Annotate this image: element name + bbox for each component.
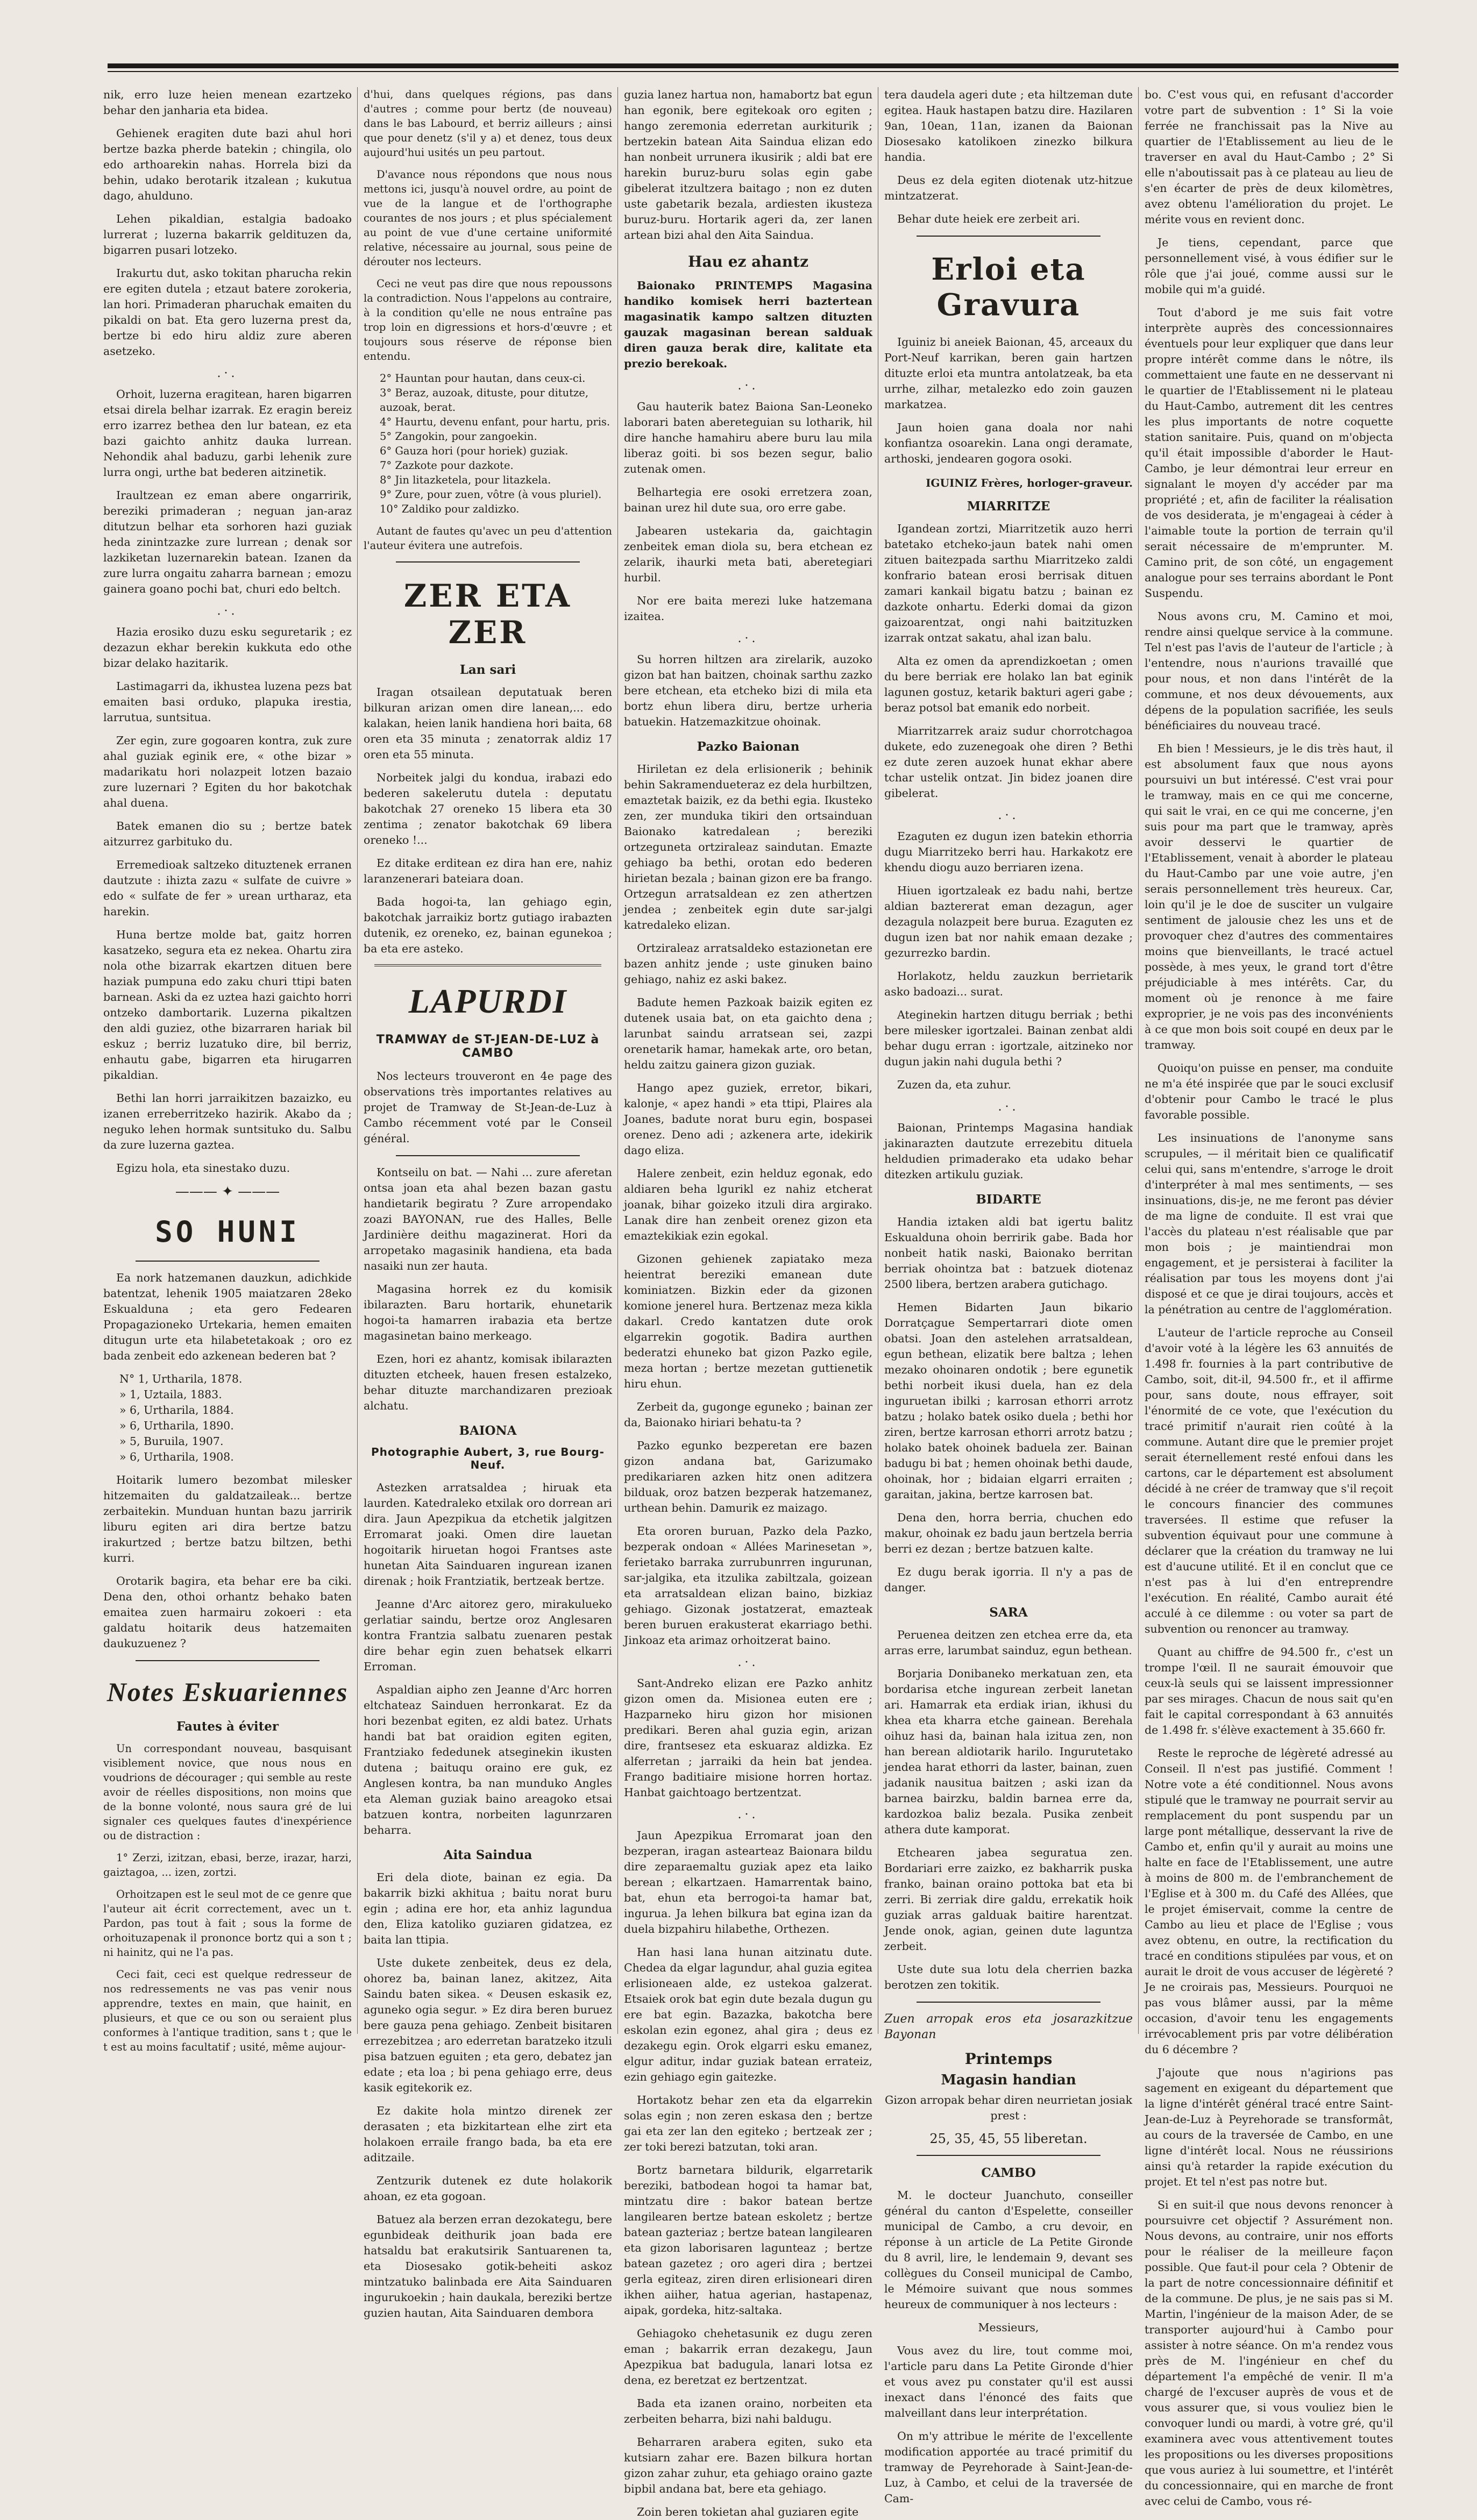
paragraph: Handia iztaken aldi bat igertu balitz Eskualduna ohoin berririk gabe. Bada hor nonbeit hatik naski, Baionako berritan berriak ohointza bat : batzuek diotenaz 2500 libera, bertzen arabera gutichago. xyxy=(884,1215,1133,1291)
advert-paragraph: Gizon arropak behar diren neurrietan josiak prest : xyxy=(885,2094,1132,2122)
advert-paragraph: Jaun hoien gana doala nor nahi konfiantza osoarekin. Lana ongi deramate, arthoski, jendearen gogora osoki. xyxy=(884,421,1133,465)
paragraph: Magasina horrek ez du komisik ibilarazten. Baru hortarik, ehunetarik hogoi-ta hamarren irabazia eta bertze magasinetan baino merkeago. xyxy=(364,1283,612,1342)
paragraph: Ateginekin hartzen ditugu berriak ; bethi bere milesker igortzalei. Bainan zenbat aldi behar dugu erran : igortzale, aitzineko nor dugun jakin nahi dugula bethi ? xyxy=(884,1008,1133,1068)
section-subheading: SARA xyxy=(989,1605,1028,1620)
paragraph: Bada hogoi-ta, lan gehiago egin, bakotchak jarraikiz bortz gutiago irabazten dutenik, ez oreneko, ez, bainan egunekoa ; ba eta ere asteko. xyxy=(364,895,612,955)
section-rule xyxy=(396,561,580,563)
list-item: 3° Beraz, auzoak, dituste, pour ditutze, auzoak, berat. xyxy=(380,387,589,414)
paragraph: Eta ororen buruan, Pazko dela Pazko, bezperak ondoan « Allées Marinesetan », ferietako barraka zurrubunrren ingurunan, sar-jalgika, eta itzulika zabiltzala, goizean eta arratsaldean elizan baino, bizkiaz gehiago. Gizonak jostatzerat, emazteak beren buruen erakusterat ekarriago bethi. Jinkoaz eta arimaz orhoitzerat baino. xyxy=(624,1525,872,1647)
paragraph: Batuez ala berzen erran dezokategu, bere egunbideak deithurik joan bada ere hatsaldu bat erakutsirik Santuarenen ta, eta Diosesako gotik-beheiti askoz mintzatuko balinbada ere Aita Sainduaren ingurukoekin ; hain daukala, bereziki bertze guzien hautan, Aita Sainduaren dembora xyxy=(364,2213,612,2319)
paragraph: Erremedioak saltzeko dituztenek erranen dautzute : ihizta zazu « sulfate de cuivre » edo « sulfate de fer » urean urtharaz, eta harekin. xyxy=(103,858,352,918)
paragraph: Sant-Andreko elizan ere Pazko anhitz gizon omen da. Misionea euten ere ; Hazparneko hiru gizon hor misionen predikari. Beren ahal guzia egin, arizan dire, frantsesez eta eskuaraz aldizka. Ez alferretan ; jarraiki da hein bat jendea. Frango baditiaire misione horren hortaz. Hanbat gaichtoago bertzentzat. xyxy=(624,1677,872,1799)
column-separator xyxy=(357,87,358,2034)
paragraph: Ezen, hori ez ahantz, komisak ibilarazten dituzten etcheek, hauen fresen estalzeko, behar dituzte marchandizaren prezioak alchatu. xyxy=(364,1352,612,1412)
paragraph: Ez dugu berak igorria. Il n'y a pas de danger. xyxy=(884,1565,1133,1594)
paragraph: Zer egin, zure gogoaren kontra, zuk zure ahal guziak eginik ere, « othe bizar » madarikatu hori nolazpeit lotzen bazaio zure luzernari ? Egiten du hor bakotchak ahal duena. xyxy=(103,734,352,809)
section-subheading: Hau ez ahantz xyxy=(688,253,808,270)
paragraph: Astezken arratsaldea ; hiruak eta laurden. Katedraleko etxilak oro dorrean ari dira. Jaun Apezpikua da etchetik jalgitzen Erromarat joaki. Omen dire lauetan hogoitarik hiruetan hogoi Frantses aste hunetan Aita Sainduaren ingurean izanen direnak ; hoik Frantziatik, bertzeak bertze. xyxy=(364,1481,612,1588)
paragraph: Su horren hiltzen ara zirelarik, auzoko gizon bat han baitzen, choinak sarthu zazko bere etchean, eta etcheko bizi di mila eta bortz ehun libera diru, bertze urheria batuekin. Hatzemazkitzue ohoinak. xyxy=(624,653,872,728)
section-heading-lapurdi: LAPURDI xyxy=(408,982,567,1020)
paragraph: Ea nork hatzemanen dauzkun, adichkide batentzat, lehenik 1905 maiatzaren 28eko Eskualduna ; eta gero Fedearen Propagazioneko Urtekaria, hemen emaiten ditugun urte eta hilabetetakoak ; oro ez bada zenbeit edo azkenean bederen bat ? xyxy=(103,1271,352,1362)
paragraph: Egizu hola, eta sinestako duzu. xyxy=(116,1162,290,1174)
section-heading-so-huni: SO HUNI xyxy=(155,1215,300,1249)
paragraph: Hiriletan ez dela erlisionerik ; behinik behin Sakramendueteraz ez dela hurbiltzen, emaztetak baizik, ez da bethi egia. Ikusteko zen, zer munduka tikiri den ortsainduan Baionako katredalean ; bereziki ortzeguneta ortziraleaz saindutan. Emazte gehiago ba bethi, orotan edo bederen hirietan bezala ; bainan gizon ere ba frango. Ortzegun arratsaldean ez zen athertzen jendea ; zenbeitek egin dute sar-jalgi katredaleko elizan. xyxy=(624,763,872,931)
paragraph: Nos lecteurs trouveront en 4e page des observations très importantes relatives au projet de Tramway de St-Jean-de-Luz à Cambo récemment voté par le Conseil général. xyxy=(364,1070,612,1145)
section-rule xyxy=(917,2002,1100,2003)
section-dots: .·. xyxy=(737,1808,759,1821)
paragraph: Orhoit, luzerna eragitean, haren bigarren etsai direla belhar izarrak. Ez eragin bereiz erro izarrez bethea den lur batean, ez eta bazi gaichto anhitz dauka lurrean. Nehondik ahal baduzu, garbi lehenik zure lurra ongi, urthe bat bederen aitzinetik. xyxy=(103,388,352,479)
paragraph: Zoin beren tokietan ahal guziaren egite xyxy=(637,2505,859,2518)
column-separator xyxy=(617,87,618,2034)
section-subheading: MIARRITZE xyxy=(967,499,1050,514)
list-item: » 1, Uztaila, 1883. xyxy=(119,1388,222,1401)
paragraph: Vous avez du lire, tout comme moi, l'article paru dans La Petite Gironde d'hier et vous avez pu constater qu'il est aussi inexact dans l'énoncé des faits que malveillant dans leur interprétation. xyxy=(884,2344,1133,2419)
list-item: 9° Zure, pour zuen, vôtre (à vous pluriel). xyxy=(380,488,602,501)
advert-paragraph: Baionako PRINTEMPS Magasina handiko komisek herri baztertean magasinatik kampo saltzen dituzten gauzak magasinan berean salduak diren gauza berak dire, kalitate eta prezio berekoak. xyxy=(624,279,872,370)
paragraph: Aspaldian aipho zen Jeanne d'Arc horren eltchateaz Sainduen herronkarat. Ez da hori bezenbat egiten, ez aldi batez. Urhats handi bat bat oraidion egiten egiten, Frantziako fededunek atseginekin ikusten dutena ; baituqu oraino ere guk, ez Anglesen kontra, ba nan munduko Angles eta Aleman guziak baino areagoko etsai batzuen kontra, norbeiten lagunrzaren beharra. xyxy=(364,1683,612,1836)
paragraph: Gehiagoko chehetasunik ez dugu zeren eman ; bakarrik erran dezakegu, Jaun Apezpikua bat badugula, lanari lotsa ez dena, ez beretzat ez bertzentzat. xyxy=(624,2327,872,2387)
section-heading-zer-eta-zer: ZER ETA ZER xyxy=(403,578,572,651)
paragraph: Zentzurik dutenek ez dute holakorik ahoan, ez eta gogoan. xyxy=(364,2174,612,2203)
section-dots: .·. xyxy=(998,809,1019,822)
section-dots: .·. xyxy=(217,604,238,618)
list-item: 10° Zaldiko pour zaldizko. xyxy=(380,503,520,515)
paragraph: Bada eta izanen oraino, norbeiten eta zerbeiten beharra, bizi nahi baldugu. xyxy=(624,2397,872,2425)
section-dots: .·. xyxy=(737,379,759,393)
paragraph: Batek emanen dio su ; bertze batek aitzurrez garbituko du. xyxy=(103,820,352,848)
section-dots: .·. xyxy=(737,1656,759,1669)
list-item: » 6, Urtharila, 1890. xyxy=(119,1419,234,1432)
paragraph: Hemen Bidarten Jaun bikario Dorratçague Sempertarrari diote omen obatsi. Joan den astelehen arratsaldean, egun bethean, elizatik bere baltza ; lehen mezako ohoinaren ondotik ; bere egunetik bethi norbeit ikusi duela, han ez dela inguruetan ibilki ; karrosan ethorri arrotz batzu ; holako batek osiko duela ; bethi hor ziren, bertze karrosan ethorri arrotz batzu ; holako batek ohoinek baduela zer. Bainan badugu bi bat ; hemen ohoinak bethi daude, ohoinak, hor ; bidaian elgarri erraiten ; garaitan, jakina, bertze karrosen bat. xyxy=(884,1301,1133,1501)
paragraph: Ezaguten ez dugun izen batekin ethorria dugu Miarritzeko berri hau. Harkakotz ere khendu diogu auzo berriaren izena. xyxy=(884,830,1133,874)
column-2 xyxy=(364,87,612,2319)
paragraph: Ez ditake erditean ez dira han ere, nahiz laranzenerari bateiara doan. xyxy=(364,857,612,885)
paragraph: Ceci fait, ceci est quelque redresseur de nos redressements ne vas pas venir nous apprendre, textes en main, que hainit, en plusieurs, et que ce ou son ou seraient plus conformes à l'antique tradition, sans t ; que le t est au moins facultatif ; usité, même aujour- xyxy=(103,1968,352,2053)
paragraph: Bortz barnetara bildurik, elgarretarik bereziki, batbodean hogoi ta hamar bat, mintzatu dire : bakor batean bertze langilearen bertze batean eskoletz ; bertze batean gazteriaz ; bertze batean langilearen eta gizon laborisaren lagunteaz ; bertze batean gazetez ; oro ageri dira ; bertzei gerla egiteaz, ziren diren erlisioneari diren ikhen aiiher, hatua agerian, hastapenaz, aipak, gordeka, hitz-saltaka. xyxy=(624,2163,872,2317)
section-subheading: Fautes à éviter xyxy=(176,1719,279,1734)
section-subheading: Aita Saindua xyxy=(443,1848,532,1862)
column-3 xyxy=(624,87,872,2518)
paragraph: Si en suit-il que nous devons renoncer à poursuivre cet objectif ? Assurément non. Nous devons, au contraire, unir nos efforts pour le réaliser de la meilleure façon possible. Que faut-il pour cela ? Obtenir de la part de notre concessionnaire définitif et de la commune. De plus, je ne sais pas si M. Martin, l'ingénieur de la maison Ader, de se transporter aujourd'hui à Cambo pour assister à notre séance. On m'a rendez vous près de M. l'ingénieur en chef du département l'a empêché de venir. Il m'a chargé de l'excuser auprès de vous et de vous assurer que, si vous vouliez bien le convoquer lundi ou mardi, à votre gré, qu'il examinera avec vous attentivement toutes les propositions ou les diverses propositions que vous auriez à lui soumettre, et l'intérêt du concessionnaire, qui en marche de front avec celui de Cambo, vous ré- xyxy=(1145,2198,1393,2508)
paragraph: Zerbeit da, gugonge eguneko ; bainan zer da, Baionako hiriari behatu-ta ? xyxy=(624,1400,872,1429)
paragraph: Gizonen gehienek zapiatako meza heientrat bereziki emanean dute kominiatzen. Bizkin eder da gizonen komione jenerel hura. Bertzenaz meza kikla dakarl. Credo kantatzen dute orok elgarrekin gogotik. Badira aurthen bederatzi ehuneko bat gizon Pazko egile, meza hortan ; bertze mezetan guttienetik hiru ehun. xyxy=(624,1252,872,1390)
column-1 xyxy=(103,87,352,2053)
paragraph: Tout d'abord je me suis fait votre interprète auprès des concessionnaires éventuels pour leur expliquer que dans leur propre intérêt comme dans le nôtre, ils commettaient une faute en ne desservant ni le quartier de l'Etablissement ni le plateau du Haut-Cambo, autrement dit les centres les plus importants de notre coquette station sanitaire. Puis, quand on m'objecta qu'il était impossible d'aborder le Haut-Cambo, je leur démontrai leur erreur en signalant le moyen d'y accéder par ma propriété ; et, afin de faciliter la réalisation de vos desiderata, je m'engageai à céder à l'aimable toute la portion de terrain qu'il serait nécessaire de m'emprunter. M. Camino prit, de son côté, un engagement analogue pour ses terrains abordant le Pont Suspendu. xyxy=(1145,306,1393,600)
salutation: Messieurs, xyxy=(978,2321,1039,2334)
paragraph: Igandean zortzi, Miarritzetik auzo herri batetako etcheko-jaun batek nahi omen zituen baitezpada sarthu Miarritzeko zaldi konfrario batean erosi berrisak dituen zamari kankail bigatu batzu ; bainan ez dazkote onhartu. Ederki domai da gizon gaizoarentzat, ongi nahi baitzituzken izarrak ontzat sakatu, ahal izan balu. xyxy=(884,522,1133,644)
list-item: » 6, Urtharila, 1884. xyxy=(119,1404,234,1416)
list-item: » 6, Urtharila, 1908. xyxy=(119,1450,234,1463)
column-separator xyxy=(1138,87,1139,2034)
paragraph: Irakurtu dut, asko tokitan pharucha rekin ere egiten dutela ; etzaut batere zorokeria, lan hori. Primaderan pharuchak emaiten du pikaldi on bat. Eta gero luzerna prest da, bertze bi edo hiru aldiz zure aberen asetzeko. xyxy=(103,267,352,358)
paragraph: guzia lanez hartua non, hamabortz bat egun han egonik, bere egitekoak oro egiten ; hango zeremonia ederretan aurkiturik ; bertzekin batean Aita Saindua elizan edo han nonbeit urrunera ikusirik ; aldi bat ere harekin buruz-buru solas egin gabe gibelerat itzultzera baitago ; non ez duten uste gabetarik bezala, ardiesten ikusteza buruz-buru. Hortarik ageri da, zer lanen artean bizi ahal den Aita Saindua. xyxy=(624,88,872,241)
paragraph: Peruenea deitzen zen etchea erre da, eta arras erre, larumbat sainduz, egun bethean. xyxy=(884,1628,1133,1657)
advert-paragraph: Kontseilu on bat. — Nahi ... zure aferetan ontsa joan eta ahal bezen bazan gastu handietarik begiratu ? Zure arropendako zoazi BAYONAN, rue des Halles, Belle Jardinière deithu magazinerat. Hori da arropetako magasinik handiena, eta bada nasaiki nun zer hauta. xyxy=(364,1166,612,1272)
section-heading-notes: Notes Eskuariennes xyxy=(106,1677,349,1707)
section-rule xyxy=(917,2155,1100,2156)
paragraph: Miarritzarrek araiz sudur chorrotchagoa dukete, edo zuzenegoak ohe diren ? Bethi ez dute zeren auzoek hunat ekhar abere tchar ustelik ontzat. Jin bidez joanen dire gibelerat. xyxy=(884,724,1133,800)
paragraph: Dena den, horra berria, chuchen edo makur, ohoinak ez badu jaun bertzela berria berri ez dezan ; bertze batzuen kalte. xyxy=(884,1511,1133,1555)
section-kicker: Photographie Aubert, 3, rue Bourg-Neuf. xyxy=(371,1446,605,1471)
heading-rule xyxy=(136,1261,319,1262)
paragraph: Lastimagarri da, ikhustea luzena pezs bat emaiten basi orduko, plapuka irestia, larrutua, suntsitua. xyxy=(103,680,352,724)
paragraph: Deus ez dela egiten diotenak utz-hitzue mintzatzerat. xyxy=(884,174,1133,202)
paragraph: Ceci ne veut pas dire que nous repoussons la contradiction. Nous l'appelons au contraire, à la condition qu'elle ne nous entraîne pas trop loin en digressions et hors-d'œuvre ; et toujours sous réserve de réponse bien entendu. xyxy=(364,277,612,362)
paragraph: Hazia erosiko duzu esku seguretarik ; ez dezazun ekhar berekin kukkuta edo othe bizar delako hazitarik. xyxy=(103,625,352,670)
ornament-divider: ——— ✦ ——— xyxy=(175,1184,280,1200)
section-subheading: CAMBO xyxy=(981,2166,1036,2180)
paragraph: Uste dukete zenbeitek, deus ez dela, ohorez ba, bainan lanez, akitzez, Aita Saindu baten sikea. « Deusen eskasik ez, aguneko ogia segur. » Ez dira beren buruez bere gauza pena gehiago. Zenbeit bisitaren errezebitzea ; aro ederretan baratzeko itzuli pisa batzuen eguiten ; eta gero, debatez jan edate ; eta loa ; bi pena gehiago erre, deus kasik egitekorik ez. xyxy=(364,1956,612,2094)
advert-store: Magasin handian xyxy=(941,2072,1076,2088)
list-item: 8° Jin litazketela, pour litazkela. xyxy=(380,474,551,486)
paragraph: 1° Zerzi, izitzan, ebasi, berze, irazar, harzi, gaiztagoa, ... izen, zortzi. xyxy=(103,1852,352,1878)
header-rule-thin xyxy=(108,71,1398,72)
paragraph: Alta ez omen da aprendizkoetan ; omen du bere berriak ere holako lan bat eginik lagunen gostuz, ketarik bakturi ageri gabe ; beraz potsol bat emanik edo norbeit. xyxy=(884,654,1133,714)
paragraph: Nous avons cru, M. Camino et moi, rendre ainsi quelque service à la commune. Tel n'est pas l'avis de l'auteur de l'article ; à l'entendre, nous n'aurions travaillé que pour nous, et non dans l'intérêt de la commune, et nos deux dévouements, aux dépens de la population sacrifiée, les seuls bénéficiaires du nouveau tracé. xyxy=(1145,610,1393,732)
paragraph: Un correspondant nouveau, basquisant visiblement novice, que nous nous en voudrions de décourager ; qui semble au reste avoir de réelles dispositions, non moins que de la bonne volonté, nous saura gré de lui signaler ces quelques fautes d'inexpérience ou de distraction : xyxy=(103,1742,352,1842)
paragraph: Ez dakite hola mintzo direnek zer derasaten ; eta bizkitartean elhe zirt eta holakoen erraile frango bada, ba eta ere aditzaile. xyxy=(364,2104,612,2164)
paragraph: Eh bien ! Messieurs, je le dis très haut, il est absolument faux que nous ayons poursuivi un but intéressé. C'est vrai pour le tramway, mais en ce qui me concerne, qui sait le vrai, en ce qui me concerne, j'en suis pour ma part que le tramway, après avoir desservi le quartier de l'Etablissement, venait à aborder le plateau du Haut-Cambo par une voie autre, j'en serais personnellement très heureux. Car, loin qu'il je le doe de susciter un vulgaire sentiment de jalousie chez les uns et de provoquer chez d'autres des commentaires moins que bienveillants, le tracé actuel possède, à mes yeux, le grand tort d'être préjudiciable à mes intérêts. Car, du moment où je renonce à me faire exproprier, je ne vois pas des inconvénients à ce que mon bois soit coupé en deux par le tramway. xyxy=(1145,742,1393,1051)
paragraph: Norbeitek jalgi du kondua, irabazi edo bederen sakelerutu dutela : deputatu bakotchak 27 oreneko 15 libera eta 30 zentima ; zenator bakotchak 69 libera oreneko !... xyxy=(364,771,612,846)
paragraph: Hoitarik lumero bezombat milesker hitzemaiten du galdatzaileak... bertze zerbaitekin. Munduan huntan bazu jarririk liburu egiten ari dira bertze batzu irakurtzed ; bertze batzu biltzen, bethi kurri. xyxy=(103,1473,352,1564)
paragraph: Etchearen jabea seguratua zen. Bordariari erre zaizko, ez bakharrik puska franko, bainan oraino pottoka bat eta bi zerri. Bi zerriak dire galdu, errekatik hoik guziak arras galduak baitire harentzat. Jende onok, agian, geinen dute laguntza zerbeit. xyxy=(884,1846,1133,1953)
paragraph: Orotarik bagira, eta behar ere ba ciki. Dena den, othoi orhantz behako baten emaitea zuen harmairu zokoeri : eta galdatu hoitarik deus hatzemaiten daukuzuenez ? xyxy=(103,1575,352,1650)
paragraph: Iragan otsailean deputatuak beren bilkuran arizan omen dire lanean,... edo kalakan, heien lanik handiena hori baita, 68 oren eta 35 minuta ; zenatorrak aldiz 17 oren eta 55 minuta. xyxy=(364,686,612,761)
paragraph: Borjaria Donibaneko merkatuan zen, eta bordarisa etche ingurean zerbeit lanetan ari. Hamarrak eta erdiak irian, ikhusi du khea eta kharra etche gainean. Berehala oihuz hasi da, bainan hala izitua zen, non han berean aldiotarik harilo. Ingurutetako jendea harat ethorri da laster, bainan, zuen jadanik nausitua baitzen ; aski izan da barnea bairzku, baldin barnea erre da, kardozkoa baliz bezala. Pusika zenbeit athera dute kamporat. xyxy=(884,1667,1133,1836)
section-kicker-tramway: TRAMWAY de ST-JEAN-DE-LUZ à CAMBO xyxy=(376,1033,600,1060)
section-subheading: BAIONA xyxy=(459,1423,517,1438)
list-item: N° 1, Urtharila, 1878. xyxy=(119,1372,243,1385)
paragraph: Jaun Apezpikua Erromarat joan den bezperan, iragan astearteaz Baionara bildu dire zeparaemaltu guziak apez eta laiko berean ; elkartzaen. Hamarrentak baino, bat, ehun eta berrogoi-ta hamar bat, ingurua. Ja lehen bilkura bat egina izan da duela bizpahiru hilabethe, Orthezen. xyxy=(624,1829,872,1935)
list-item: 6° Gauza hori (pour horiek) guziak. xyxy=(380,445,569,457)
section-dots: .·. xyxy=(998,1100,1019,1114)
list-item: 2° Hauntan pour hautan, dans ceux-ci. xyxy=(380,372,586,385)
paragraph: Ortziraleaz arratsaldeko estazionetan ere bazen anhitz jende ; uste ginuken baino gehiago, nahiz ez aski bakez. xyxy=(624,942,872,986)
paragraph: Reste le reproche de légèreté adressé au Conseil. Il n'est pas justifié. Comment ! Notre vote a été conditionnel. Nous avons stipulé que le tramway ne pourrait servir au remplacement du pont suspendu par un large pont métallique, desservant la rive de Cambo et, enfin qu'il y aurait au moins une halte en face de l'Etablissement, une autre à moins de 800 m. de l'embranchement de l'Eglise et à 300 m. du Café des Allées, que le projet émiservait, comme la centre de Cambo au lieu et place de l'Eglise ; vous avez obtenu, en outre, la rectification du tracé en conditions stipulées par vous, et on aurait le droit de vous accuser de légèreté ? Je ne croirais pas, Messieurs. Pourquoi ne pas vous blâmer aussi, par la même occasion, d'avoir tenu les engagements irrévocablement pris par votre délibération du 6 décembre ? xyxy=(1145,1747,1393,2056)
paragraph: Nor ere baita merezi luke hatzemana izaitea. xyxy=(624,594,872,623)
paragraph: Lehen pikaldian, estalgia badoako lurrerat ; luzerna bakarrik geldituzen da, bigarren pusari lotzeko. xyxy=(103,212,352,257)
paragraph: tera daudela ageri dute ; eta hiltzeman dute egitea. Hauk hastapen batzu dire. Hazilaren 9an, 10ean, 11an, izanen da Baionan Diosesako katolikoen zinezko bilkura handia. xyxy=(884,88,1133,163)
section-heading-erloi: Erloi eta Gravura xyxy=(931,252,1086,323)
paragraph: Bethi lan horri jarraikitzen bazaizko, eu izanen erreberritzeko hazirik. Akabo da ; neguko lehen hormak suntsituko du. Salbu da zure luzerna gaztea. xyxy=(103,1092,352,1151)
paragraph: L'auteur de l'article reproche au Conseil d'avoir voté à la légère les 63 annuités de 1.498 fr. fournies à la part contributive de Cambo, soit, dit-il, 94.500 fr., et il affirme pour, sans doute, nous effrayer, soit l'énormité de ce vote, que l'exécution du tracé primitif n'aurait rien coûté à la commune. Autant dire que le premier projet serait éternellement resté enfoui dans les cartons, car le département est absolument décidé à ne créer de tramway que s'il reçoit le concours financier des communes traversées. Il estime que refuser la subvention équivaut pour une commune à déclarer que la création du tramway ne lui est d'aucune utilité. Et il en conclut que ce n'est pas à lui d'en entreprendre l'exécution. En réalité, Cambo aurait été acculé à ce dilemme : ou voter sa part de subvention ou renoncer au tramway. xyxy=(1145,1326,1393,1635)
paragraph: Jabearen ustekaria da, gaichtagin zenbeitek eman diola su, bera etchean ez zelarik, ihaurki meta bati, aberetegiari hurbil. xyxy=(624,524,872,584)
column-4 xyxy=(884,87,1133,2505)
section-rule xyxy=(396,1155,580,1156)
list-item: 5° Zangokin, pour zangoekin. xyxy=(380,430,537,443)
paragraph: Je tiens, cependant, parce que personnellement visé, à vous édifier sur le rôle que j'ai joué, comme aussi sur le mobile qui m'a guidé. xyxy=(1145,236,1393,296)
paragraph: On m'y attribue le mérite de l'excellente modification apportée au tracé primitif du tramway de Peyrehorade à Saint-Jean-de-Luz, à Cambo, et celui de la traversée de Cam- xyxy=(884,2430,1133,2505)
paragraph: Belhartegia ere osoki erretzera zoan, bainan urez hil dute sua, oro erre gabe. xyxy=(624,486,872,514)
paragraph: Quant au chiffre de 94.500 fr., c'est un trompe l'œil. Il ne saurait émouvoir que ceux-là seuls qui se laissent impressionner par ses mirages. Chacun de nous sait qu'en fait le capital correspondant à 63 annuités de 1.498 fr. s'élève exactement à 35.660 fr. xyxy=(1145,1646,1393,1736)
issue-list xyxy=(119,1371,352,1465)
paragraph: Gau hauterik batez Baiona San-Leoneko laborari baten abereteguian su lotharik, hil dire hanche hamahiru abere buru lau mila liberaz goiti. bi sos bezen segur, balio zutenak omen. xyxy=(624,400,872,475)
paragraph: Jeanne d'Arc aitorez gero, mirakulueko gerlatiar saindu, bertze oroz Anglesaren kontra Frantzia salbatu zuenaren pestak dire behar egin zuen behatsek elkarri Erroman. xyxy=(364,1598,612,1673)
section-subheading: Pazko Baionan xyxy=(697,739,800,754)
advert-signature: IGUINIZ Frères, horloger-graveur. xyxy=(926,476,1133,489)
paragraph: Uste dute sua lotu dela cherrien bazka berotzen zen tokitik. xyxy=(884,1963,1133,1991)
section-dots: .·. xyxy=(217,367,238,380)
paragraph: Halere zenbeit, ezin helduz egonak, edo aldiaren beha lgurikl ez nahiz etcherat joanak, bihar goizeko itzuli dira argirako. Lanak dire han zenbeit orenez gizon eta emaztekikiak ezin egokal. xyxy=(624,1167,872,1242)
paragraph: Hiuen igortzaleak ez badu nahi, bertze aldian baztererat eman dezagun, ager dezagula nolazpeit bere burua. Ezaguten ez dugun izen bat nor nahik emaan dezake ; gezurrezko bardin. xyxy=(884,884,1133,959)
header-rule-thick xyxy=(108,63,1398,68)
paragraph: Iraultzean ez eman abere ongarririk, bereziki primaderan ; neguan jan-araz ditutzun belhar eta sorhoren hazi guziak heda zinintzazke zure lurrean ; denak sor lazkiketan luzernarekin batean. Izanen da zure lurra ongaitu zaharra barnean ; emozu gainera goano pochi bat, churi edo beltch. xyxy=(103,489,352,595)
list-item: 4° Haurtu, devenu enfant, pour hartu, pris. xyxy=(380,416,610,428)
paragraph: Huna bertze molde bat, gaitz horren kasatzeko, segura eta ez nekea. Ohartu zira nola othe bizarrak ekartzen dituen bere haziak pumpuna edo zaku churi ttipi baten barnean. Aski da ez uztea hazi gaichto horri ontzeko dambortarik. Luzerna pikaltzen den aldi guziez, othe bizarraren hariak bil eskuz ; berriz luzatuko dire, bil berriz, enhautu gabe, bigarren eta hirugarren pikaldian. xyxy=(103,928,352,1081)
paragraph: J'ajoute que nous n'agirions pas sagement en exigeant du département que la ligne d'intérêt général tracé entre Saint-Jean-de-Luz à Peyrehorade se transformât, au cours de la traversée de Cambo, en une ligne d'intérêt local. Nous ne réussirions ainsi qu'à retarder la rapide exécution du projet. Et tel n'est pas notre but. xyxy=(1145,2066,1393,2188)
paragraph: Quoiqu'on puisse en penser, ma conduite ne m'a été inspirée que par le souci exclusif d'obtenir pour Cambo le tracé le plus favorable possible. xyxy=(1145,1062,1393,1121)
advert-paragraph: Baionan, Printemps Magasina handiak jakinarazten dautzute errezebitu dituela heldudien primaderako eta udako behar ditezken artikulu guziak. xyxy=(884,1121,1133,1181)
paragraph: D'avance nous répondons que nous nous mettons ici, jusqu'à nouvel ordre, au point de vue de la langue et de l'orthographe courantes de nos jours ; et plus spécialement au point de vue d'une certaine uniformité relative, nécessaire au journal, sous peine de dérouter nos lecteurs. xyxy=(364,168,612,268)
section-subheading: Lan sari xyxy=(459,663,516,677)
paragraph: bo. C'est vous qui, en refusant d'accorder votre part de subvention : 1° Si la voie ferrée ne franchissait pas la Nive au quartier de l'Etablissement au lieu de le traverser en aval du Haut-Cambo ; 2° Si elle n'aboutissait pas à ce plateau au lieu de s'en écarter de près de deux kilomètres, avez obtenu l'amélioration du projet. Le mérite vous en revient donc. xyxy=(1145,88,1393,226)
section-rule xyxy=(136,1660,319,1661)
advert-prices: 25, 35, 45, 55 liberetan. xyxy=(929,2131,1088,2146)
list-item: 7° Zazkote pour dazkote. xyxy=(380,459,514,472)
paragraph: Eri dela diote, bainan ez egia. Da bakarrik bizki akhitua ; baitu norat buru egin ; adina ere hor, eta anhiz lagundua den, Eliza katoliko guziaren gidatzea, ez baita lan ttipia. xyxy=(364,1871,612,1946)
paragraph: nik, erro luze heien menean ezartzeko behar den janharia eta bidea. xyxy=(103,88,352,117)
list-item: » 5, Buruila, 1907. xyxy=(119,1435,224,1448)
section-rule xyxy=(917,236,1100,237)
paragraph: Behar dute heiek ere zerbeit ari. xyxy=(897,212,1081,225)
paragraph: d'hui, dans quelques régions, pas dans d'autres ; comme pour bertz (de nouveau) dans le bas Labourd, et berriz ailleurs ; ainsi que pour denetz (s'il y a) et denez, tous deux aujourd'hui usités un peu partout. xyxy=(364,88,612,159)
paragraph: Beharraren arabera egiten, suko eta kutsiarn zahar ere. Bazen bilkura hortan gizon zahar zuhur, eta gehiago oraino gazte bipbil andana bat, bere eta gehiago. xyxy=(624,2436,872,2495)
paragraph: M. le docteur Juanchuto, conseiller général du canton d'Espelette, conseiller municipal de Cambo, a cru devoir, en réponse à un article de La Petite Gironde du 8 avril, lire, le lendemain 9, devant ses collègues du Conseil municipal de Cambo, le Mémoire suivant que nous sommes heureux de communiquer à nos lecteurs : xyxy=(884,2189,1133,2311)
paragraph: Hango apez guziek, erretor, bikari, kalonje, « apez handi » eta ttipi, Plaires ala Joanes, badute norat buru egin, bospasei orenez. Deno adi ; azkenera arte, idekirik dago eliza. xyxy=(624,1081,872,1157)
paragraph: Hortakotz behar zen eta da elgarrekin solas egin ; non zeren eskasa den ; bertze gai eta zer lan den egiteko ; bertzeak zer ; zer toki berezi batzutan, toki aran. xyxy=(624,2094,872,2153)
paragraph: Han hasi lana hunan aitzinatu dute. Chedea da elgar lagundur, ahal guzia egitea erlisioneaen alde, ez ustekoa galzerat. Etsaiek orok bat egin dute bezala dugun gu ere bat egin. Bazazka, bakotcha bere eskolan ezin egonez, ahal gira ; deus ez dezakegu egin. Orok elgarri esku emanez, elgur aditur, indar guziak batean errateiz, ezin gehiago egin gaitezke. xyxy=(624,1946,872,2083)
faults-list xyxy=(380,371,612,516)
paragraph: Orhoitzapen est le seul mot de ce genre que l'auteur ait écrit correctement, avec un t. Pardon, pas tout à fait ; sous la forme de orhoituzapenak il prononce bortz qui a son t ; ni hainitz, qui ne l'a pas. xyxy=(103,1888,352,1959)
paragraph: Autant de fautes qu'avec un peu d'attention l'auteur évitera une autrefois. xyxy=(364,525,612,552)
paragraph: Les insinuations de l'anonyme sans scrupules, — il méritait bien ce qualificatif celui qui, sans m'entendre, s'arroge le droit d'interpréter à mal mes sentiments, — ses insinuations, dis-je, ne me feront pas dévier de ma ligne de conduite. Il est vrai que l'accès du plateau n'est réalisable que par mon bois ; je maintiendrai mon engagement, et je persisterai à faciliter la réalisation par tous les moyens dont j'ai disposé et ce que je dirai toujours, accès et la pénétration au centre de l'agglomération. xyxy=(1145,1131,1393,1316)
section-rule xyxy=(374,964,601,966)
paragraph: Pazko egunko bezperetan ere bazen gizon andana bat, Garizumako predikariaren azken hitz onen aditzera bilduak, oroz batzen bezperak hatzemanez, urthean behin. Damurik ez maizago. xyxy=(624,1439,872,1514)
section-subheading: BIDARTE xyxy=(976,1192,1041,1207)
paragraph: Zuzen da, eta zuhur. xyxy=(897,1078,1012,1091)
paragraph: Gehienek eragiten dute bazi ahul hori bertze bazka pherde batekin ; chingila, olo edo arthoarekin nahas. Horrela bizi da behin, udako berotarik itzalean ; kukutua dago, ahulduno. xyxy=(103,127,352,202)
advert-heading: Zuen arropak eros eta josarazkitzue Bayonan xyxy=(884,2012,1133,2041)
section-dots: .·. xyxy=(737,632,759,645)
paragraph: Horlakotz, heldu zauzkun berrietarik asko badoazi... surat. xyxy=(884,970,1133,998)
advert-brand: Printemps xyxy=(964,2050,1053,2068)
advert-paragraph: Iguiniz bi aneiek Baionan, 45, arceaux du Port-Neuf karrikan, beren gain hartzen dituzte erloi eta muntra antolatzeak, ba eta urrhe, zilhar, metalezko edo zoin gauzen markatzea. xyxy=(884,336,1133,411)
paragraph: Badute hemen Pazkoak baizik egiten ez dutenek usaia bat, on eta gaichto dena ; larunbat saindu arratsean sei, zazpi orenetarik hamar, hamekak arte, oro betan, heldu zaitzu gainera gizon guziak. xyxy=(624,996,872,1071)
column-5 xyxy=(1145,87,1393,2508)
